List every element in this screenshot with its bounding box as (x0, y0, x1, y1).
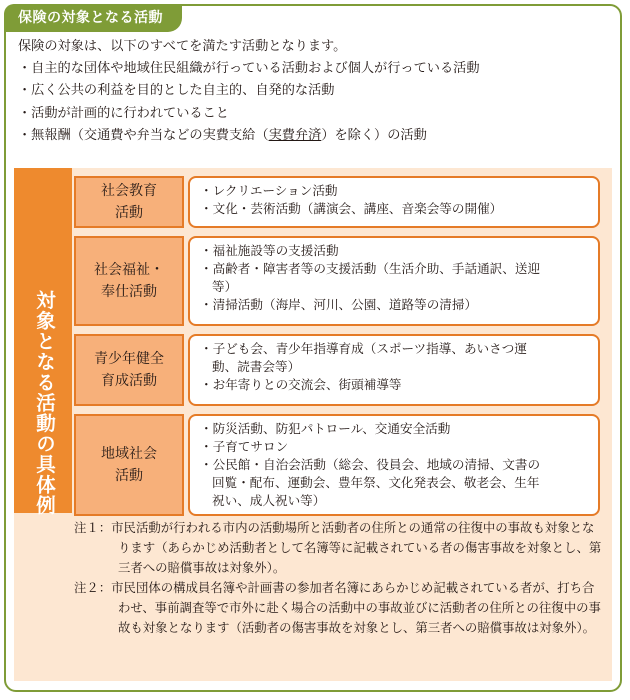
activity-item: ・子ども会、青少年指導育成（スポーツ指導、あいさつ運 (200, 341, 527, 356)
examples-title: 対象となる活動の具体例 (33, 290, 56, 516)
category-row-social-education (74, 176, 600, 228)
category-label-box (74, 176, 184, 228)
activity-list (188, 176, 600, 228)
activity-item: 等） (212, 279, 238, 294)
category-row-youth (74, 334, 600, 406)
intro-bullet: ・広く公共の利益を目的とした自主的、自発的な活動 (18, 83, 335, 99)
notes (74, 518, 604, 638)
activity-item: ・文化・芸術活動（講演会、講座、音楽会等の開催） (200, 201, 503, 216)
activity-item: ・レクリエーション活動 (200, 183, 338, 198)
activity-list (188, 236, 600, 326)
note-2: 注２：市民団体の構成員名簿や計画書の参加者名簿にあらかじめ記載されている者が、打ち合わせ、事前調査等で市外に赴く場合の活動中の事故並びに活動者の住所との往復中の事故も対象となります（活動者の傷害事故を対象とし、第三者への賠償事故は対象外）。 (74, 580, 601, 635)
intro-bullet-last-pre: ・無報酬（交通費や弁当などの実費支給（ (18, 127, 269, 143)
intro-bullet-last-post: ）を除く）の活動 (321, 127, 427, 143)
activity-item: ・清掃活動（海岸、河川、公園、道路等の清掃） (200, 297, 478, 312)
intro-bullet: ・活動が計画的に行われていること (18, 105, 229, 121)
category-label: 青少年健全 育成活動 (94, 351, 164, 389)
category-label-box (74, 414, 184, 516)
activity-item: ・お年寄りとの交流会、街頭補導等 (200, 377, 402, 392)
activity-item: ・子育てサロン (200, 439, 289, 454)
category-label-box (74, 236, 184, 326)
activity-item: ・高齢者・障害者等の支援活動（生活介助、手話通訳、送迎 (200, 261, 541, 276)
activity-list (188, 414, 600, 516)
underlined-term: 実費弁済 (268, 127, 322, 143)
category-label: 地域社会 活動 (101, 446, 157, 484)
activity-item: ・福祉施設等の支援活動 (200, 243, 339, 258)
category-label: 社会教育 活動 (101, 183, 157, 221)
intro-bullet: ・自主的な団体や地域住民組織が行っている活動および個人が行っている活動 (18, 61, 480, 77)
category-row-community (74, 414, 600, 516)
activity-item: ・防災活動、防犯パトロール、交通安全活動 (200, 421, 451, 436)
activity-list (188, 334, 600, 406)
category-label: 社会福祉・ 奉仕活動 (94, 262, 164, 300)
note-1: 注１：市民活動が行われる市内の活動場所と活動者の住所との通常の往復中の事故も対象となります（あらかじめ活動者として名簿等に記載されている者の傷害事故を対象とし、第三者への賠償事故は対象外）。 (74, 520, 602, 575)
activity-item: 回覧・配布、運動会、豊年祭、文化発表会、敬老会、生年 (212, 475, 540, 490)
intro-text (18, 36, 614, 147)
activity-item: 動、読書会等） (212, 359, 301, 374)
section-title: 保険の対象となる活動 (4, 4, 182, 32)
activity-item: ・公民館・自治会活動（総会、役員会、地域の清掃、文書の (200, 457, 541, 472)
intro-lead: 保険の対象は、以下のすべてを満たす活動となります。 (18, 39, 347, 54)
intro-bullet-last (18, 125, 614, 147)
category-row-social-welfare (74, 236, 600, 326)
activity-item: 祝い、成人祝い等） (212, 493, 326, 508)
category-label-box (74, 334, 184, 406)
